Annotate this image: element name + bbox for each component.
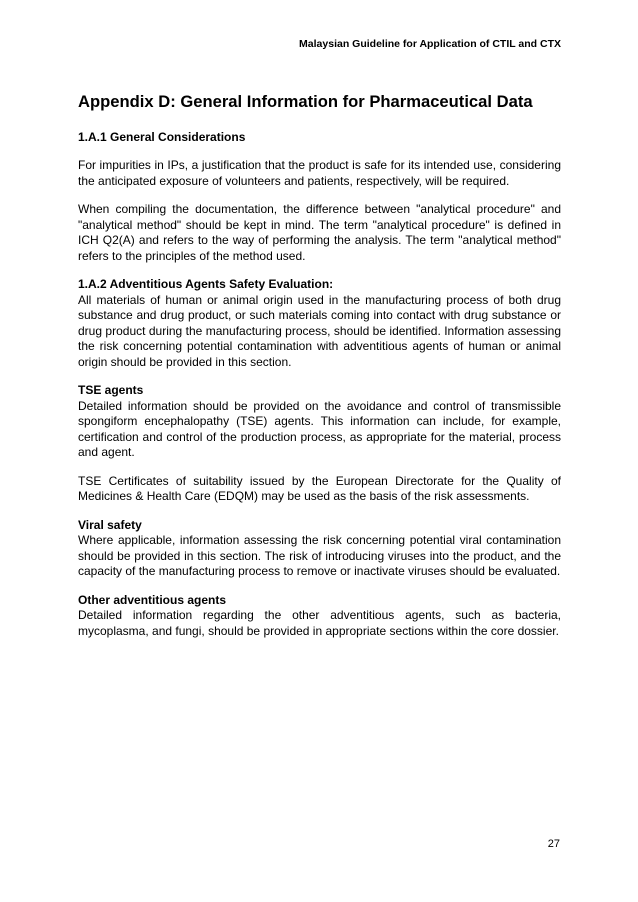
running-header: Malaysian Guideline for Application of CTIL and CTX xyxy=(299,38,561,50)
paragraph-tse-certificates: TSE Certificates of suitability issued by the European Directorate for the Quality of Medicines & Health Care (EDQM) may be used as the basis of the risk assessments. xyxy=(78,473,561,503)
section-heading-general-considerations: 1.A.1 General Considerations xyxy=(78,130,246,144)
paragraph-other-adventitious-agents: Detailed information regarding the other adventitious agents, such as bacteria, mycoplasma, and fungi, should be provided in appropriate sections within the core dossier. xyxy=(78,608,561,638)
paragraph-tse-agents: Detailed information should be provided on the avoidance and control of transmissible spongiform encephalopathy (TSE) agents. This information can include, for example, certification and control of the production process, as appropriate for the material, process and agent. xyxy=(78,398,561,459)
page-content xyxy=(78,92,561,652)
section-heading-adventitious-agents: 1.A.2 Adventitious Agents Safety Evaluation: xyxy=(78,277,334,291)
page-number: 27 xyxy=(547,838,560,850)
paragraph-analytical-procedure: When compiling the documentation, the difference between "analytical procedure" and "analytical method" should be kept in mind. The term "analytical procedure" is defined in ICH Q2(A) and refers to the way of performing the analysis. The term "analytical method" refers to the principles of the method used. xyxy=(78,202,561,263)
subheading-tse-agents: TSE agents xyxy=(78,383,144,397)
subheading-other-adventitious-agents: Other adventitious agents xyxy=(78,592,227,607)
paragraph-adventitious-agents: All materials of human or animal origin used in the manufacturing process of both drug substance and drug product, or such materials coming into contact with drug substance or drug product during the manufacturing process, should be identified. Information assessing the risk concerning potential contamination with adventitious agents of human or animal origin should be provided in this section. xyxy=(78,292,561,369)
section-viral-safety xyxy=(78,518,561,580)
section-other-adventitious-agents xyxy=(78,593,561,640)
paragraph-impurities: For impurities in IPs, a justification that the product is safe for its intended use, considering the anticipated exposure of volunteers and patients, respectively, will be required. xyxy=(78,158,561,188)
paragraph-viral-safety: Where applicable, information assessing the risk concerning potential viral contamination should be provided in this section. The risk of introducing viruses into the product, and the capacity of the manufacturing process to remove or inactivate viruses should be evaluated. xyxy=(78,533,561,578)
subheading-viral-safety: Viral safety xyxy=(78,517,142,532)
section-tse-agents xyxy=(78,383,561,461)
appendix-title: Appendix D: General Information for Pharmaceutical Data xyxy=(78,92,533,111)
section-adventitious-agents xyxy=(78,277,561,370)
